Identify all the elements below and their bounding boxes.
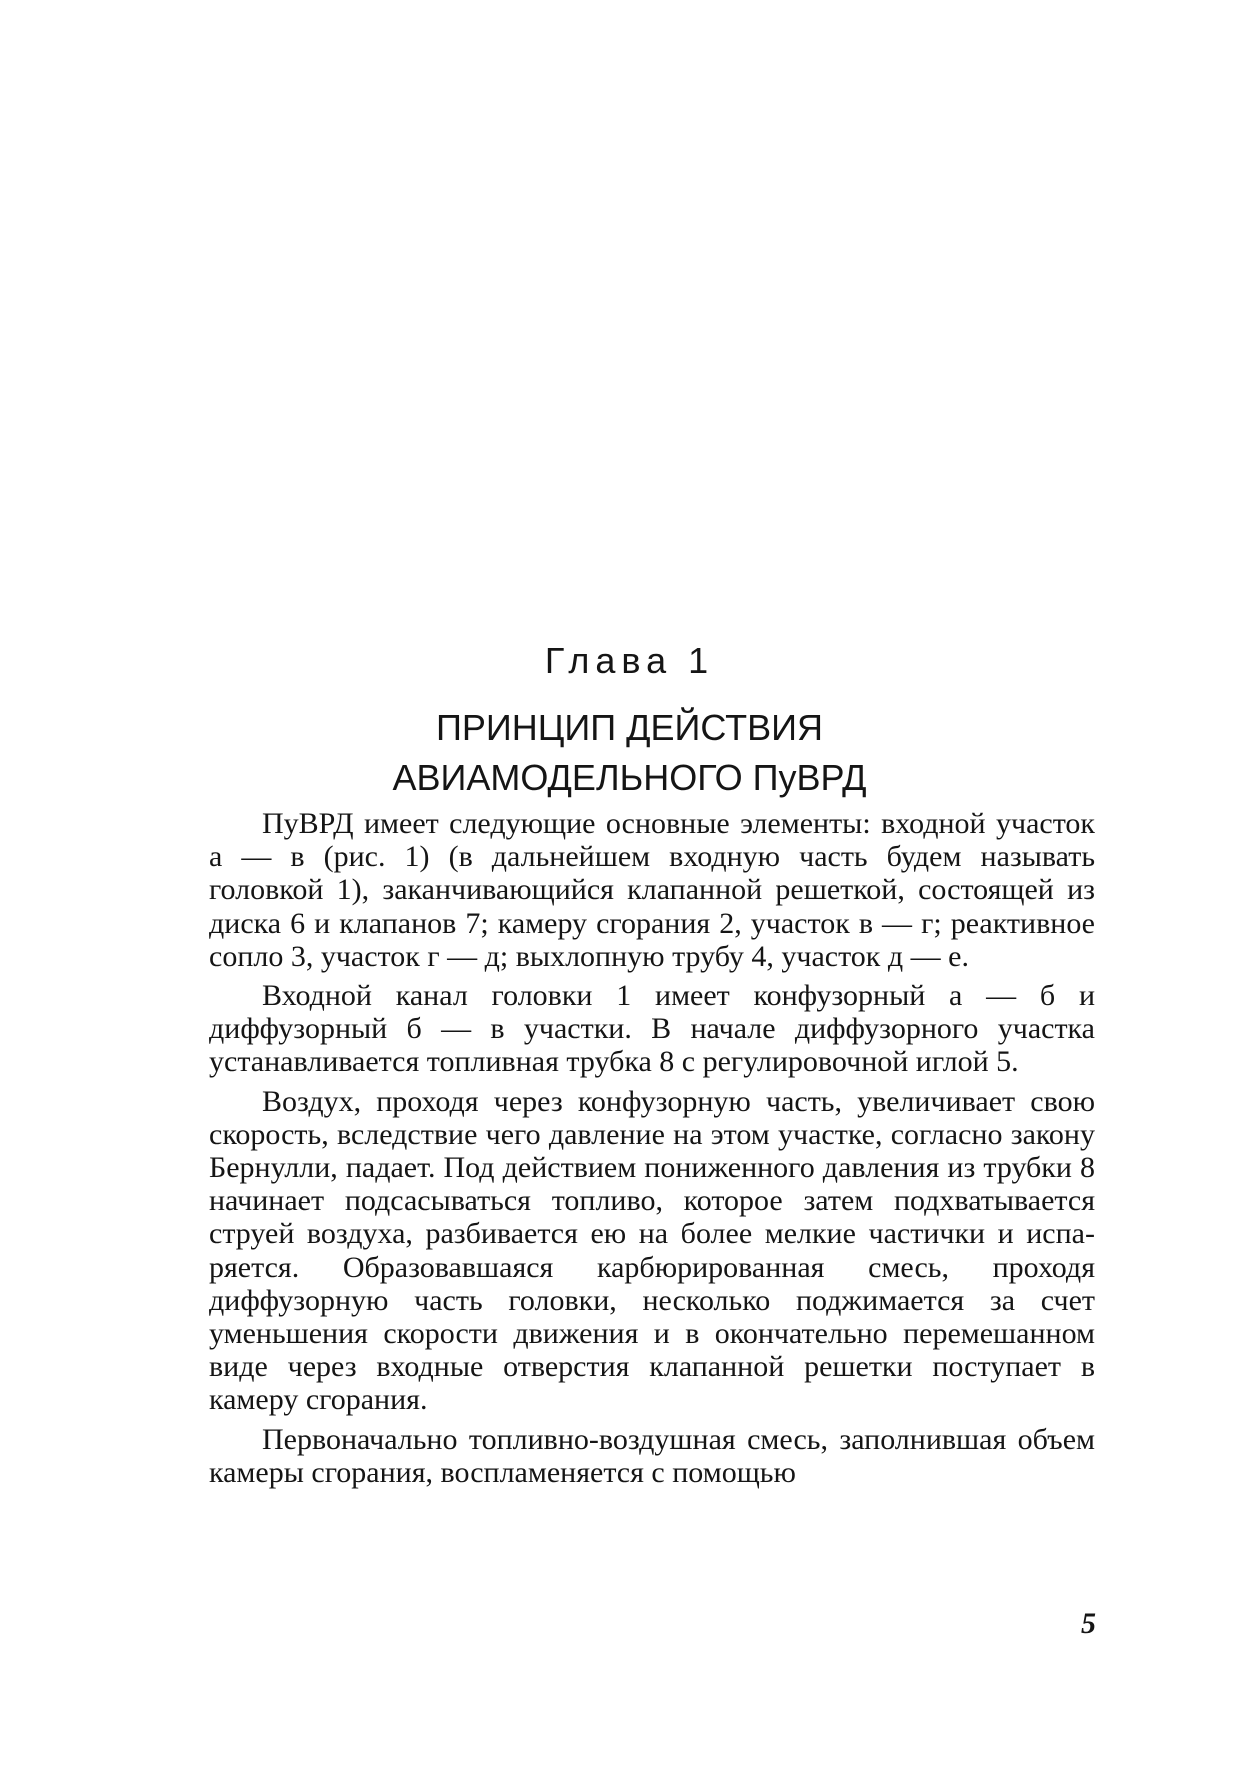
chapter-title-line-1: ПРИНЦИП ДЕЙСТВИЯ xyxy=(435,707,824,748)
body-text xyxy=(209,807,1095,1495)
chapter-label: Глава 1 xyxy=(544,640,715,681)
paragraph-4: Первоначально топливно-воздушная смесь, заполнившая объем камеры сгорания, воспламеняется с помощью xyxy=(209,1422,1095,1489)
page-number: 5 xyxy=(1081,1607,1096,1640)
chapter-title xyxy=(0,703,1259,803)
paragraph-2: Входной канал головки 1 имеет конфузорный а — б и диффузорный б — в участки. В начале диффузорного участка устанавливается топливная трубка 8 с регулировочной иглой 5. xyxy=(209,979,1095,1079)
paragraph-1: ПуВРД имеет следующие основные элементы: входной участок а — в (рис. 1) (в дальнейшем входную часть будем называть головкой 1), заканчивающийся клапанной решеткой, состоящей из диска 6 и клапанов 7; камеру сгорания 2, участок в — г; реактивное сопло 3, участок г — д; выхлопную трубу 4, участок д — е. xyxy=(209,807,1095,973)
chapter-title-line-2: АВИАМОДЕЛЬНОГО ПуВРД xyxy=(392,757,867,798)
paragraph-3: Воздух, проходя через конфузорную часть, увеличивает свою скорость, вследствие чего давление на этом участке, согласно закону Бернулли, падает. Под действием пониженного давления из трубки 8 начинает подсасываться топливо, которое затем подхватывается струей воздуха, разбивается ею на более мелкие частички и испаряется. Образовавшаяся карбюрированная смесь, проходя диффузорную часть головки, несколько поджимается за счет уменьшения скорости движения и в окончательно перемешанном виде через входные отверстия клапанной решетки поступает в камеру сгорания. xyxy=(209,1084,1095,1417)
